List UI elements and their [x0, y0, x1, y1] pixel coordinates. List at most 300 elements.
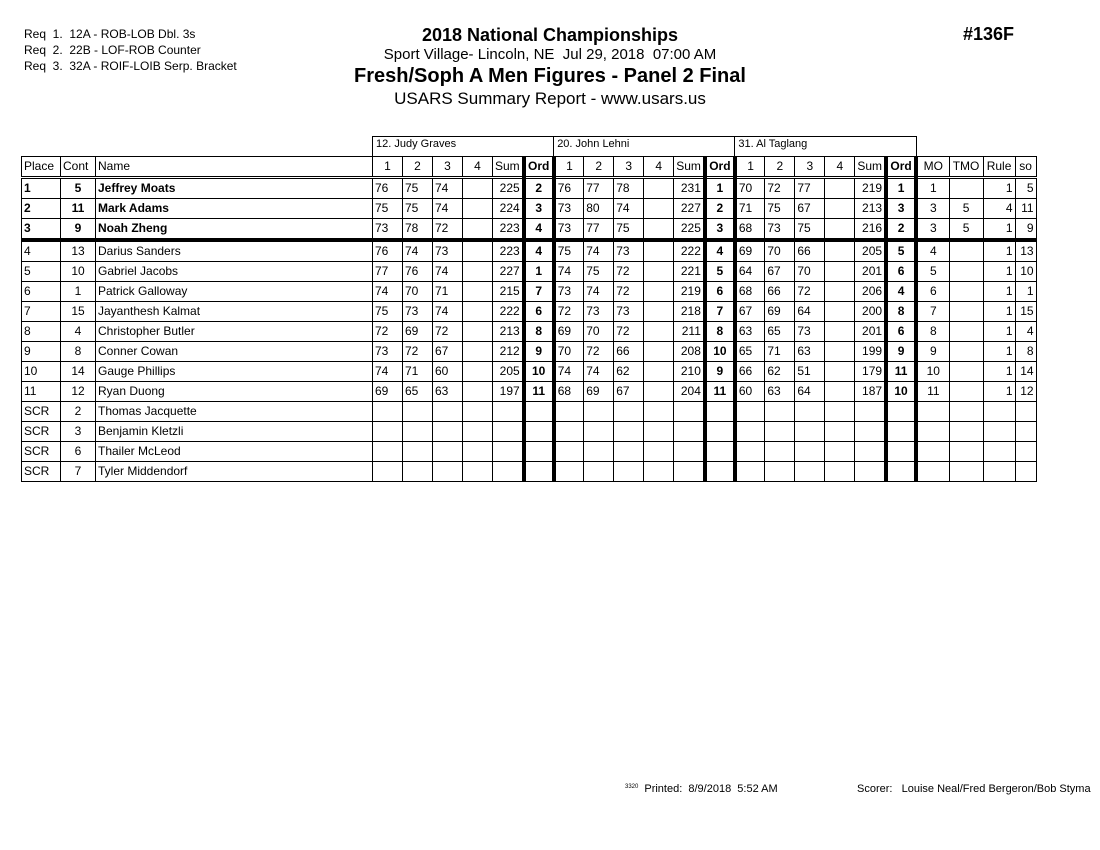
judge1-sum: 213	[493, 322, 524, 342]
place-cell: SCR	[22, 462, 61, 482]
cont-cell: 13	[61, 240, 96, 262]
header-judge1-score4: 4	[463, 157, 493, 178]
mo-cell: 10	[916, 362, 949, 382]
judge1-score3: 72	[433, 219, 463, 241]
judge3-sum: 219	[855, 178, 886, 199]
mo-cell: 5	[916, 262, 949, 282]
judge3-ordinal: 1	[886, 178, 916, 199]
cont-cell: 14	[61, 362, 96, 382]
judge3-score1: 65	[735, 342, 765, 362]
judge2-score4	[644, 462, 674, 482]
judge1-score4	[463, 178, 493, 199]
judge3-score3	[795, 462, 825, 482]
judge2-sum: 225	[674, 219, 705, 241]
header-judge2-score3: 3	[614, 157, 644, 178]
requirement-1: Req 1. 12A - ROB-LOB Dbl. 3s	[24, 27, 196, 41]
judge2-sum: 222	[674, 240, 705, 262]
judge3-score3	[795, 442, 825, 462]
judge3-sum: 206	[855, 282, 886, 302]
cont-cell: 4	[61, 322, 96, 342]
judge3-score3: 51	[795, 362, 825, 382]
judge3-score3: 75	[795, 219, 825, 241]
rule-cell	[983, 442, 1015, 462]
cont-cell: 2	[61, 402, 96, 422]
judge3-score2: 66	[765, 282, 795, 302]
judge3-score2: 67	[765, 262, 795, 282]
judge3-sum: 179	[855, 362, 886, 382]
header-judge1-ord: Ord	[524, 157, 554, 178]
judge3-ordinal	[886, 442, 916, 462]
skater-name: Benjamin Kletzli	[96, 422, 373, 442]
judge2-score4	[644, 219, 674, 241]
judge2-score1: 73	[554, 282, 584, 302]
judge-2-name: 20. John Lehni	[554, 137, 735, 157]
judge3-score1: 66	[735, 362, 765, 382]
mo-cell: 1	[916, 178, 949, 199]
cont-cell: 11	[61, 199, 96, 219]
judge1-score3: 73	[433, 240, 463, 262]
skater-name: Christopher Butler	[96, 322, 373, 342]
judge1-score3: 71	[433, 282, 463, 302]
header-judge3-ord: Ord	[886, 157, 916, 178]
place-cell: SCR	[22, 422, 61, 442]
place-cell: 8	[22, 322, 61, 342]
cont-cell: 10	[61, 262, 96, 282]
tmo-cell	[949, 178, 983, 199]
skater-name: Gauge Phillips	[96, 362, 373, 382]
judge1-sum	[493, 462, 524, 482]
judge2-score3	[614, 462, 644, 482]
judge1-score2: 72	[403, 342, 433, 362]
judge2-sum	[674, 462, 705, 482]
judge2-sum	[674, 422, 705, 442]
scorer-info: Scorer: Louise Neal/Fred Bergeron/Bob Styma	[857, 783, 1091, 795]
judge2-score4	[644, 282, 674, 302]
judge3-score3	[795, 402, 825, 422]
judge1-score4	[463, 219, 493, 241]
judge3-sum: 187	[855, 382, 886, 402]
mo-cell	[916, 462, 949, 482]
header-mo: MO	[916, 157, 949, 178]
judge1-sum: 215	[493, 282, 524, 302]
tmo-cell	[949, 240, 983, 262]
judge1-score1: 76	[373, 178, 403, 199]
place-cell: 5	[22, 262, 61, 282]
header-place: Place	[22, 157, 61, 178]
judge-1-name: 12. Judy Graves	[373, 137, 554, 157]
judge3-score3: 72	[795, 282, 825, 302]
judge3-score3: 70	[795, 262, 825, 282]
judge2-score1	[554, 422, 584, 442]
judge2-ordinal: 4	[705, 240, 735, 262]
venue-date: Sport Village- Lincoln, NE Jul 29, 2018 07:00 AM	[383, 46, 717, 63]
header-judge2-score4: 4	[644, 157, 674, 178]
judge1-score1: 77	[373, 262, 403, 282]
judge3-ordinal: 9	[886, 342, 916, 362]
judge1-score3: 74	[433, 262, 463, 282]
judge1-score2: 71	[403, 362, 433, 382]
judge1-ordinal: 6	[524, 302, 554, 322]
judge3-score4	[825, 219, 855, 241]
judge1-score3: 74	[433, 302, 463, 322]
judge3-score4	[825, 462, 855, 482]
judge1-sum: 223	[493, 219, 524, 241]
judge2-score4	[644, 262, 674, 282]
header-judge2-ord: Ord	[705, 157, 735, 178]
judge1-ordinal	[524, 422, 554, 442]
judge3-ordinal	[886, 402, 916, 422]
judge1-score2: 70	[403, 282, 433, 302]
judge2-score1: 68	[554, 382, 584, 402]
judge1-sum: 197	[493, 382, 524, 402]
mo-cell: 7	[916, 302, 949, 322]
rule-cell	[983, 402, 1015, 422]
judge2-ordinal: 10	[705, 342, 735, 362]
judge1-sum	[493, 402, 524, 422]
header-judge2-sum: Sum	[674, 157, 705, 178]
so-cell: 11	[1015, 199, 1036, 219]
header-judge1-score2: 2	[403, 157, 433, 178]
judge2-score1: 69	[554, 322, 584, 342]
judge3-score1: 64	[735, 262, 765, 282]
skater-name: Noah Zheng	[96, 219, 373, 241]
cont-cell: 12	[61, 382, 96, 402]
judge2-score3: 75	[614, 219, 644, 241]
judge2-score2: 77	[584, 178, 614, 199]
judge2-score3: 72	[614, 282, 644, 302]
judge3-score2: 73	[765, 219, 795, 241]
judge2-sum: 208	[674, 342, 705, 362]
tmo-cell	[949, 262, 983, 282]
so-cell: 9	[1015, 219, 1036, 241]
judge2-sum	[674, 442, 705, 462]
judge1-sum: 224	[493, 199, 524, 219]
judge3-ordinal: 6	[886, 262, 916, 282]
tmo-cell	[949, 282, 983, 302]
judge2-sum	[674, 402, 705, 422]
judge3-ordinal	[886, 422, 916, 442]
judge-header-row	[22, 137, 1037, 157]
judge3-score1	[735, 442, 765, 462]
judge3-score2	[765, 422, 795, 442]
judge2-ordinal: 6	[705, 282, 735, 302]
report-subtitle: USARS Summary Report - www.usars.us	[394, 89, 706, 108]
judge3-sum: 201	[855, 322, 886, 342]
judge2-score2	[584, 442, 614, 462]
rule-cell: 1	[983, 178, 1015, 199]
judge1-score1: 75	[373, 302, 403, 322]
judge3-ordinal: 3	[886, 199, 916, 219]
place-cell: SCR	[22, 442, 61, 462]
rule-cell: 1	[983, 240, 1015, 262]
judge2-ordinal: 11	[705, 382, 735, 402]
judge3-score2: 69	[765, 302, 795, 322]
header-judge2-score1: 1	[554, 157, 584, 178]
judge3-ordinal: 10	[886, 382, 916, 402]
header-judge1-sum: Sum	[493, 157, 524, 178]
judge2-ordinal: 1	[705, 178, 735, 199]
judge2-score4	[644, 442, 674, 462]
judge2-sum: 221	[674, 262, 705, 282]
judge1-score2: 75	[403, 178, 433, 199]
judge3-score3: 63	[795, 342, 825, 362]
judge2-score4	[644, 302, 674, 322]
judge3-score4	[825, 282, 855, 302]
place-cell: 6	[22, 282, 61, 302]
tmo-cell	[949, 442, 983, 462]
table-row	[22, 442, 1037, 462]
judge2-score3: 74	[614, 199, 644, 219]
judge2-score2: 69	[584, 382, 614, 402]
skater-name: Jayanthesh Kalmat	[96, 302, 373, 322]
judge1-score1: 75	[373, 199, 403, 219]
cont-cell: 5	[61, 178, 96, 199]
judge1-score4	[463, 422, 493, 442]
judge1-score1: 76	[373, 240, 403, 262]
rule-cell: 1	[983, 262, 1015, 282]
place-cell: 2	[22, 199, 61, 219]
printed-info	[625, 783, 778, 795]
report-header	[300, 24, 800, 110]
judge1-score3	[433, 462, 463, 482]
so-cell: 15	[1015, 302, 1036, 322]
judge3-ordinal: 6	[886, 322, 916, 342]
judge2-score1: 74	[554, 262, 584, 282]
judge2-score4	[644, 199, 674, 219]
judge3-score1	[735, 462, 765, 482]
judge2-score4	[644, 382, 674, 402]
judge2-sum: 231	[674, 178, 705, 199]
mo-cell: 3	[916, 199, 949, 219]
tmo-cell	[949, 402, 983, 422]
judge3-sum: 213	[855, 199, 886, 219]
judge2-score2: 73	[584, 302, 614, 322]
judge1-score1: 73	[373, 342, 403, 362]
mo-cell	[916, 402, 949, 422]
judge1-sum: 222	[493, 302, 524, 322]
judge3-ordinal: 4	[886, 282, 916, 302]
judge3-score3: 77	[795, 178, 825, 199]
judge1-ordinal: 4	[524, 240, 554, 262]
printed-timestamp: Printed: 8/9/2018 5:52 AM	[644, 783, 778, 795]
judge2-score2: 74	[584, 240, 614, 262]
judge2-score1: 74	[554, 362, 584, 382]
header-judge3-score1: 1	[735, 157, 765, 178]
judge2-ordinal	[705, 442, 735, 462]
table-row	[22, 302, 1037, 322]
header-rule: Rule	[983, 157, 1015, 178]
judge3-score1	[735, 422, 765, 442]
results-table	[21, 136, 1037, 482]
header-tmo: TMO	[949, 157, 983, 178]
judge3-score2	[765, 442, 795, 462]
judge1-score2	[403, 442, 433, 462]
event-number: #136F	[963, 24, 1015, 44]
judge1-score4	[463, 342, 493, 362]
cont-cell: 9	[61, 219, 96, 241]
judge2-sum: 227	[674, 199, 705, 219]
judge2-score3: 73	[614, 302, 644, 322]
cont-cell: 3	[61, 422, 96, 442]
judge2-sum: 211	[674, 322, 705, 342]
judge1-ordinal: 8	[524, 322, 554, 342]
judge1-score4	[463, 199, 493, 219]
tmo-cell: 5	[949, 199, 983, 219]
judge3-score2: 65	[765, 322, 795, 342]
judge1-sum: 227	[493, 262, 524, 282]
header-name: Name	[96, 157, 373, 178]
so-cell: 8	[1015, 342, 1036, 362]
judge3-score3: 67	[795, 199, 825, 219]
place-cell: 3	[22, 219, 61, 241]
judge1-score2: 76	[403, 262, 433, 282]
table-row	[22, 282, 1037, 302]
judge1-score2: 74	[403, 240, 433, 262]
judge2-score3: 73	[614, 240, 644, 262]
judge3-score3: 64	[795, 382, 825, 402]
skater-name: Jeffrey Moats	[96, 178, 373, 199]
judge2-ordinal	[705, 462, 735, 482]
rule-cell: 1	[983, 219, 1015, 241]
judge2-score4	[644, 240, 674, 262]
judge2-ordinal	[705, 402, 735, 422]
requirements-list	[24, 26, 237, 74]
cont-cell: 7	[61, 462, 96, 482]
judge2-sum: 219	[674, 282, 705, 302]
judge1-score3	[433, 402, 463, 422]
judge3-score1: 63	[735, 322, 765, 342]
judge2-sum: 204	[674, 382, 705, 402]
judge1-score3: 63	[433, 382, 463, 402]
judge1-ordinal	[524, 462, 554, 482]
table-row	[22, 262, 1037, 282]
header-so: so	[1015, 157, 1036, 178]
judge3-score2: 63	[765, 382, 795, 402]
judge2-score2	[584, 422, 614, 442]
judge3-score1: 70	[735, 178, 765, 199]
judge3-score4	[825, 442, 855, 462]
judge1-score3	[433, 442, 463, 462]
so-cell: 13	[1015, 240, 1036, 262]
skater-name: Thailer McLeod	[96, 442, 373, 462]
report-code: 3320	[625, 784, 639, 790]
judge1-score2: 69	[403, 322, 433, 342]
table-row	[22, 382, 1037, 402]
judge1-score4	[463, 442, 493, 462]
column-header-row	[22, 157, 1037, 178]
judge1-score4	[463, 462, 493, 482]
judge2-score2: 74	[584, 362, 614, 382]
table-row	[22, 422, 1037, 442]
judge2-score3	[614, 402, 644, 422]
judge1-sum: 223	[493, 240, 524, 262]
mo-cell	[916, 422, 949, 442]
so-cell: 5	[1015, 178, 1036, 199]
judge1-score1: 74	[373, 362, 403, 382]
judge3-score2	[765, 462, 795, 482]
table-row	[22, 402, 1037, 422]
tmo-cell	[949, 362, 983, 382]
judge2-sum: 218	[674, 302, 705, 322]
judge1-ordinal: 4	[524, 219, 554, 241]
judge2-ordinal: 8	[705, 322, 735, 342]
judge3-sum	[855, 462, 886, 482]
judge1-sum	[493, 422, 524, 442]
judge2-score1: 75	[554, 240, 584, 262]
judge1-score2	[403, 462, 433, 482]
judge3-sum	[855, 442, 886, 462]
judge1-sum: 205	[493, 362, 524, 382]
rule-cell: 1	[983, 322, 1015, 342]
judge-3-name: 31. Al Taglang	[735, 137, 916, 157]
judge3-score2: 62	[765, 362, 795, 382]
so-cell: 10	[1015, 262, 1036, 282]
judge1-score4	[463, 302, 493, 322]
place-cell: 4	[22, 240, 61, 262]
judge2-score3: 72	[614, 262, 644, 282]
judge3-score1: 60	[735, 382, 765, 402]
skater-name: Mark Adams	[96, 199, 373, 219]
rule-cell	[983, 422, 1015, 442]
judge1-score3: 72	[433, 322, 463, 342]
place-cell: 11	[22, 382, 61, 402]
cont-cell: 8	[61, 342, 96, 362]
judge2-ordinal: 7	[705, 302, 735, 322]
so-cell	[1015, 422, 1036, 442]
judge1-score2: 65	[403, 382, 433, 402]
judge2-score2: 80	[584, 199, 614, 219]
judge2-score1	[554, 442, 584, 462]
judge1-score2: 75	[403, 199, 433, 219]
judge2-score3: 66	[614, 342, 644, 362]
table-row	[22, 322, 1037, 342]
judge2-score3	[614, 422, 644, 442]
judge2-score2: 75	[584, 262, 614, 282]
judge2-score2	[584, 462, 614, 482]
judge3-score4	[825, 422, 855, 442]
header-judge3-score2: 2	[765, 157, 795, 178]
judge2-score1: 70	[554, 342, 584, 362]
so-cell	[1015, 462, 1036, 482]
judge3-score4	[825, 362, 855, 382]
judge1-ordinal	[524, 442, 554, 462]
judge3-score4	[825, 240, 855, 262]
so-cell: 1	[1015, 282, 1036, 302]
judge3-sum: 200	[855, 302, 886, 322]
table-row	[22, 362, 1037, 382]
judge2-sum: 210	[674, 362, 705, 382]
judge1-ordinal: 3	[524, 199, 554, 219]
judge2-ordinal: 2	[705, 199, 735, 219]
header-judge3-score3: 3	[795, 157, 825, 178]
tmo-cell	[949, 462, 983, 482]
judge2-score1	[554, 402, 584, 422]
judge2-score4	[644, 178, 674, 199]
judge3-score4	[825, 322, 855, 342]
table-row	[22, 219, 1037, 241]
table-row	[22, 178, 1037, 199]
judge1-score1	[373, 462, 403, 482]
judge1-ordinal: 1	[524, 262, 554, 282]
judge3-sum: 199	[855, 342, 886, 362]
judge2-ordinal: 5	[705, 262, 735, 282]
mo-cell: 4	[916, 240, 949, 262]
judge3-score2: 71	[765, 342, 795, 362]
judge1-score4	[463, 362, 493, 382]
header-cont: Cont	[61, 157, 96, 178]
judge1-ordinal: 11	[524, 382, 554, 402]
so-cell	[1015, 442, 1036, 462]
